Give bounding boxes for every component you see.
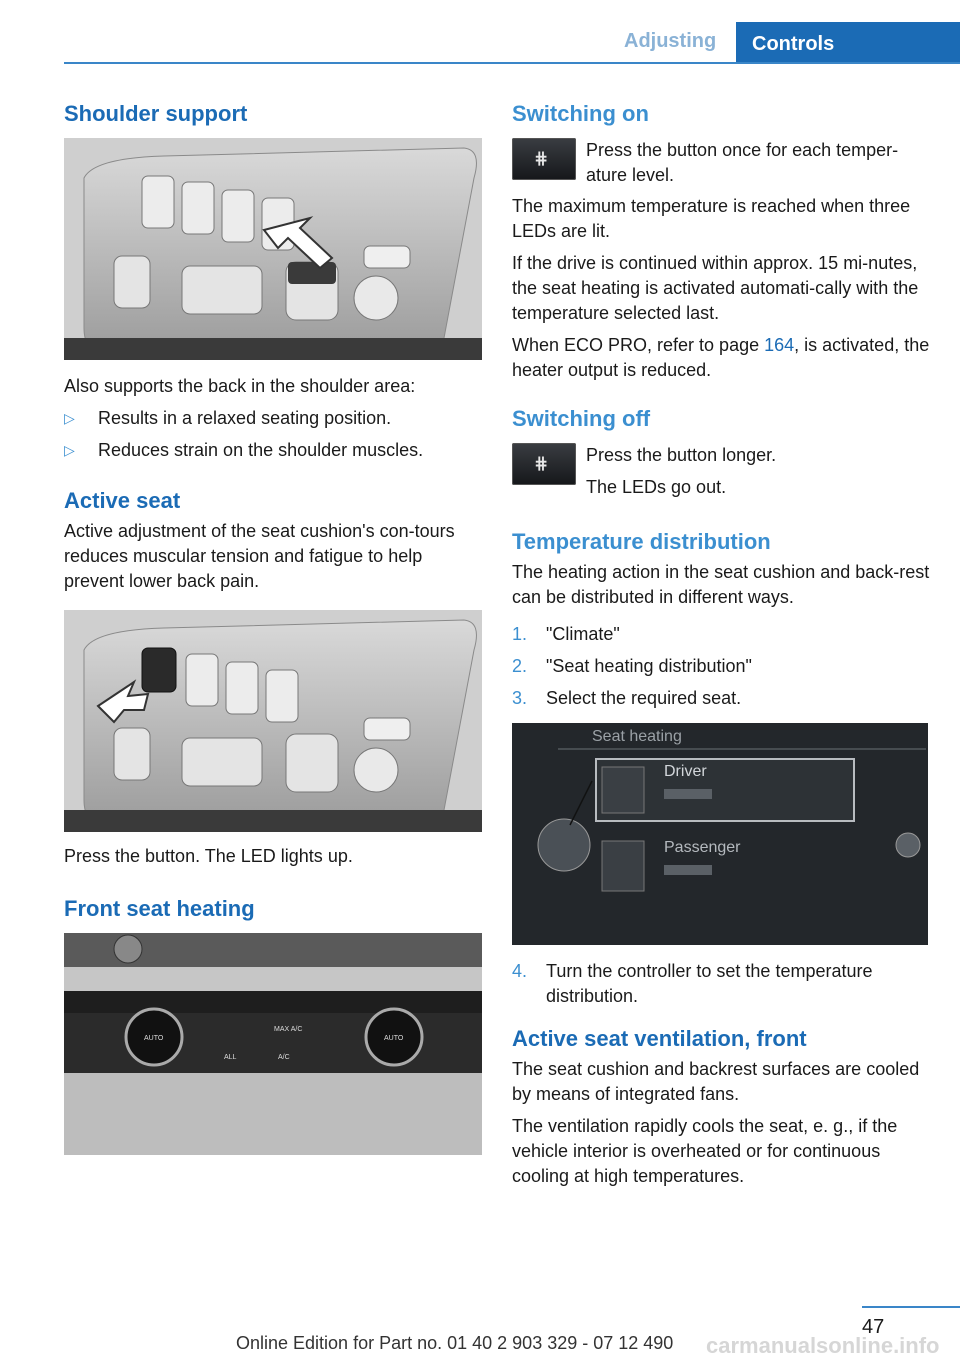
shoulder-support-text: Also supports the back in the shoulder area: bbox=[64, 376, 416, 396]
svg-text:ALL: ALL bbox=[224, 1054, 237, 1061]
right-column bbox=[512, 100, 930, 1196]
list-item: ▷ Reduces strain on the shoulder muscles. bbox=[64, 438, 482, 463]
list-item: 4. Turn the controller to set the temperature distribution. bbox=[512, 961, 873, 1006]
switching-on-heading: Switching on bbox=[512, 101, 649, 126]
seat-heating-icon: ⋕ bbox=[534, 454, 549, 473]
svg-text:AUTO: AUTO bbox=[144, 1035, 164, 1042]
hmi-title: Seat heating bbox=[592, 728, 682, 745]
seat-heating-button-image bbox=[512, 443, 576, 485]
seat-heating-screen-image bbox=[512, 723, 928, 945]
active-seat-image bbox=[64, 610, 482, 832]
page-link[interactable]: 164 bbox=[764, 335, 795, 355]
triangle-bullet-icon: ▷ bbox=[64, 410, 75, 426]
active-seat-heading: Active seat bbox=[64, 488, 181, 513]
switching-on-text: Press the button once for each temper-ature level. bbox=[586, 140, 899, 185]
svg-text:AUTO: AUTO bbox=[384, 1035, 404, 1042]
switching-off-text: Press the button longer. bbox=[586, 445, 777, 465]
watermark: carmanualsonline.info bbox=[706, 1333, 940, 1358]
list-item: ▷ Results in a relaxed seating position. bbox=[64, 406, 482, 431]
left-column bbox=[64, 100, 482, 1155]
hmi-passenger: Passenger bbox=[664, 839, 741, 856]
svg-text:MAX A/C: MAX A/C bbox=[274, 1026, 303, 1033]
active-seat-caption: Press the button. The LED lights up. bbox=[64, 846, 353, 866]
eco-pro-text: When ECO PRO, refer to page 164, is activated, the heater output is reduced. bbox=[512, 335, 930, 380]
header-section: Adjusting bbox=[624, 30, 717, 52]
list-item: 2. "Seat heating distribution" bbox=[512, 656, 752, 676]
active-seat-text: Active adjustment of the seat cushion's con-tours reduces muscular tension and fatigue to help prevent lower back pain. bbox=[64, 521, 455, 591]
shoulder-support-heading: Shoulder support bbox=[64, 101, 248, 126]
front-seat-heating-heading: Front seat heating bbox=[64, 896, 255, 921]
max-temp-text: The maximum temperature is reached when three LEDs are lit. bbox=[512, 196, 911, 241]
ventilation-text-1: The seat cushion and backrest surfaces are cooled by means of integrated fans. bbox=[512, 1059, 920, 1104]
list-item: 1. "Climate" bbox=[512, 624, 620, 644]
climate-panel-image bbox=[64, 933, 482, 1155]
switching-off-row bbox=[512, 443, 930, 500]
switching-off-heading: Switching off bbox=[512, 406, 651, 431]
triangle-bullet-icon: ▷ bbox=[64, 442, 75, 458]
footer-edition: Online Edition for Part no. 01 40 2 903 329 - 07 12 490 bbox=[236, 1333, 674, 1353]
header-chapter: Controls bbox=[736, 22, 960, 62]
shoulder-support-image bbox=[64, 138, 482, 360]
hmi-driver: Driver bbox=[664, 763, 707, 780]
seat-heating-button-image bbox=[512, 138, 576, 180]
leds-out-text: The LEDs go out. bbox=[586, 477, 727, 497]
seat-heating-icon: ⋕ bbox=[534, 149, 549, 168]
auto-activate-text: If the drive is continued within approx. 15 mi-nutes, the seat heating is activated automati-cally with the temperature selected last. bbox=[512, 253, 919, 323]
switching-on-row bbox=[512, 138, 930, 188]
page-header bbox=[64, 0, 960, 64]
distribution-text: The heating action in the seat cushion and back-rest can be distributed in different ways. bbox=[512, 562, 930, 607]
svg-text:A/C: A/C bbox=[278, 1054, 290, 1061]
ventilation-text-2: The ventilation rapidly cools the seat, e. g., if the vehicle interior is overheated or for continuous cooling at high temperatures. bbox=[512, 1116, 898, 1186]
temperature-distribution-heading: Temperature distribution bbox=[512, 529, 771, 554]
footer-rule bbox=[862, 1306, 960, 1308]
seat-ventilation-heading: Active seat ventilation, front bbox=[512, 1026, 807, 1051]
page-number: 47 bbox=[862, 1316, 885, 1338]
list-item: 3. Select the required seat. bbox=[512, 688, 742, 708]
